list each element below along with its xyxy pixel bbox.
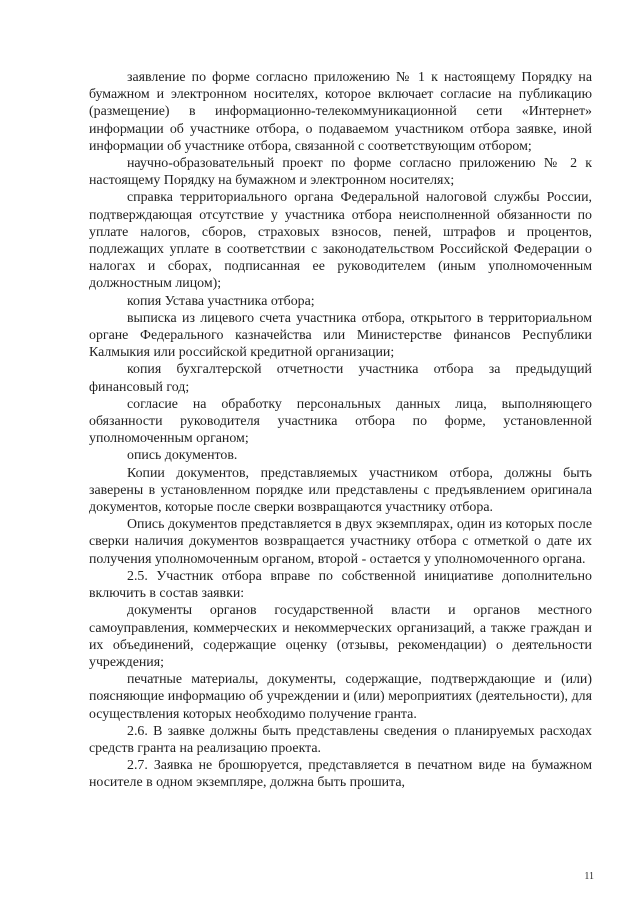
paragraph-section-2-5: 2.5. Участник отбора вправе по собственной инициативе дополнительно включить в состав заявки: (89, 568, 592, 602)
paragraph-personal-data-consent: согласие на обработку персональных данных лица, выполняющего обязанности руководителя участника отбора по форме, установленной уполномоченным органом; (89, 396, 592, 447)
paragraph-section-2-6: 2.6. В заявке должны быть представлены сведения о планируемых расходах средств гранта на реализацию проекта. (89, 723, 592, 756)
paragraph-tax-certificate: справка территориального органа Федеральной налоговой службы России, подтверждающая отсутствие у участника отбора неисполненной обязанности по уплате налогов, сборов, страховых взносов, пеней, штрафов и процентов, подлежащих уплате в соответствии с законодательством Российской Федерации о налогах и сборах, подписанная ее руководителем (иным уполномоченным должностным лицом); (89, 190, 592, 292)
paragraph-application-form: заявление по форме согласно приложению № 1 к настоящему Порядку на бумажном и электронном носителях, которое включает согласие на публикацию (размещение) в информационно-телекоммуникационной сети «Интернет» информации об участнике отбора, о подаваемом участником отбора заявке, иной информации об участнике отбора, связанной с соответствующим отбором; (89, 70, 592, 154)
paragraph-charter-copy: копия Устава участника отбора; (127, 293, 315, 309)
paragraph-inventory-copies: Опись документов представляется в двух экземплярах, один из которых после сверки наличия документов возвращается участнику отбора с отметкой о дате их получения уполномоченным органом, второй - остается у уполномоченного органа. (89, 517, 592, 567)
paragraph-scientific-project: научно-образовательный проект по форме согласно приложению № 2 к настоящему Порядку на бумажном и электронном носителях; (89, 156, 592, 189)
paragraph-authority-documents: документы органов государственной власти и органов местного самоуправления, коммерческих и некоммерческих организаций, а также граждан и их объединений, содержащие оценку (отзывы, рекомендации) о деятельности учреждения; (89, 603, 592, 670)
paragraph-accounting-report: копия бухгалтерской отчетности участника отбора за предыдущий финансовый год; (89, 362, 592, 395)
paragraph-document-inventory: опись документов. (127, 448, 238, 464)
page-number: 11 (584, 871, 594, 882)
paragraph-document-copies: Копии документов, представляемых участником отбора, должны быть заверены в установленном порядке или представлены с предъявлением оригинала документов, которые после сверки возвращаются участнику отбора. (89, 465, 592, 516)
paragraph-printed-materials: печатные материалы, документы, содержащие, подтверждающие и (или) поясняющие информацию об учреждении и (или) мероприятиях (деятельности), для осуществления которых необходимо получение гранта. (89, 672, 592, 722)
document-body (89, 69, 592, 792)
paragraph-section-2-7: 2.7. Заявка не брошюруется, представляется в печатном виде на бумажном носителе в одном экземпляре, должна быть прошита, (89, 758, 592, 791)
paragraph-account-statement: выписка из лицевого счета участника отбора, открытого в территориальном органе Федерального казначейства или Министерстве финансов Республики Калмыкия или российской кредитной организации; (89, 310, 592, 361)
